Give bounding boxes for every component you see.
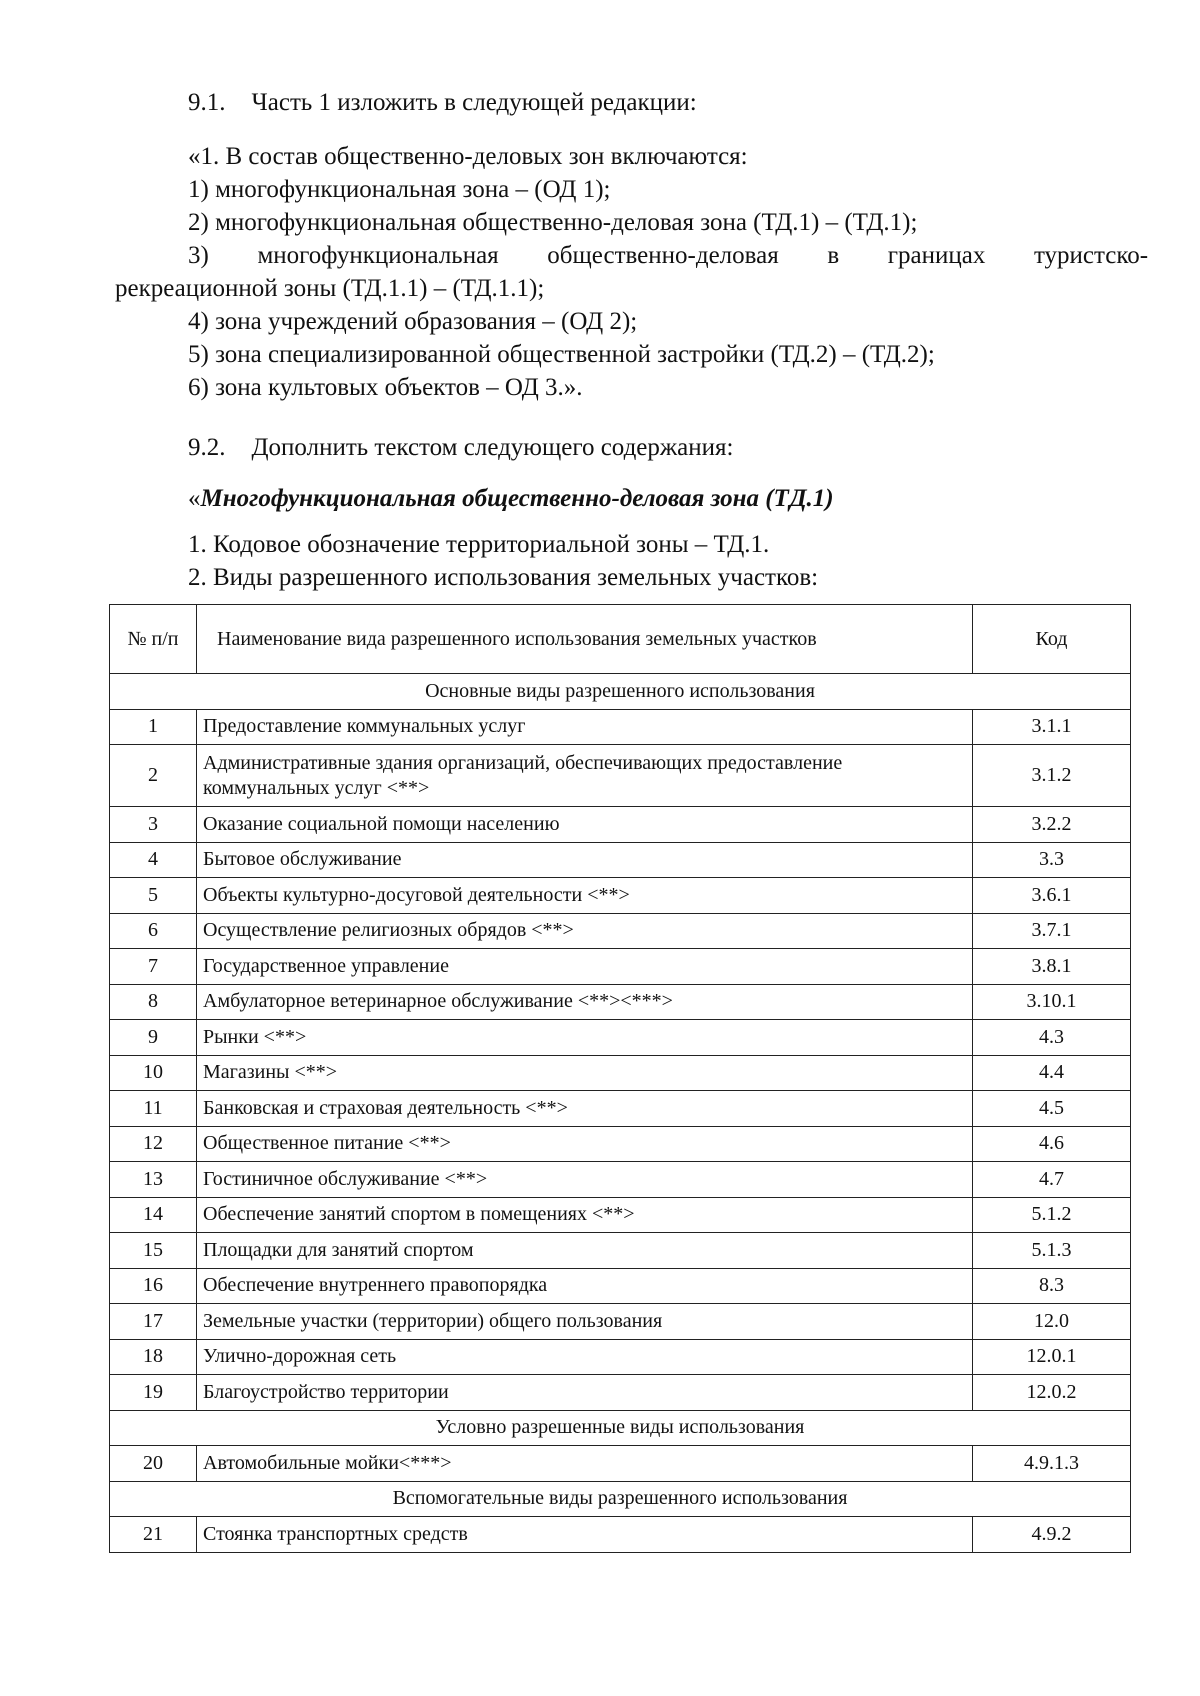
row-code: 12.0.2: [973, 1375, 1131, 1411]
row-name: Амбулаторное ветеринарное обслуживание <**><***>: [197, 984, 973, 1020]
table-row: [110, 913, 1131, 949]
table-row: [110, 1020, 1131, 1056]
row-name: Земельные участки (территории) общего пользования: [197, 1304, 973, 1340]
row-number: 1: [110, 709, 197, 745]
table-row: [110, 984, 1131, 1020]
row-name: Обеспечение занятий спортом в помещениях <**>: [197, 1197, 973, 1233]
section-heading: [188, 484, 834, 514]
row-name: Административные здания организаций, обеспечивающих предоставление коммунальных услуг <**>: [197, 745, 973, 807]
row-number: 2: [110, 745, 197, 807]
row-number: 8: [110, 984, 197, 1020]
row-code: 3.1.1: [973, 709, 1131, 745]
table-row: [110, 745, 1131, 807]
row-code: 5.1.3: [973, 1233, 1131, 1269]
row-number: 17: [110, 1304, 197, 1340]
row-name: Автомобильные мойки<***>: [197, 1446, 973, 1482]
row-code: 4.3: [973, 1020, 1131, 1056]
header-number: № п/п: [110, 605, 197, 674]
table-row: [110, 1268, 1131, 1304]
list-item-3-word: общественно-деловая: [547, 242, 779, 269]
row-number: 7: [110, 949, 197, 985]
row-name: Магазины <**>: [197, 1055, 973, 1091]
list-item-1: 1) многофункциональная зона – (ОД 1);: [188, 176, 611, 203]
paragraph-9-1: [188, 88, 697, 118]
row-code: 4.7: [973, 1162, 1131, 1198]
row-code: 12.0: [973, 1304, 1131, 1340]
list-item-2: 2) многофункциональная общественно-деловая зона (ТД.1) – (ТД.1);: [188, 209, 918, 236]
table-row: [110, 1517, 1131, 1553]
row-code: 4.4: [973, 1055, 1131, 1091]
table-row: [110, 1339, 1131, 1375]
row-code: 3.7.1: [973, 913, 1131, 949]
row-number: 15: [110, 1233, 197, 1269]
row-name: Общественное питание <**>: [197, 1126, 973, 1162]
table-row: [110, 807, 1131, 843]
row-name: Оказание социальной помощи населению: [197, 807, 973, 843]
row-name: Стоянка транспортных средств: [197, 1517, 973, 1553]
list-item-3-word: 3): [188, 242, 209, 269]
row-code: 4.9.1.3: [973, 1446, 1131, 1482]
row-number: 9: [110, 1020, 197, 1056]
list-item-3-word: границах: [887, 242, 986, 269]
row-number: 4: [110, 842, 197, 878]
row-number: 18: [110, 1339, 197, 1375]
row-number: 16: [110, 1268, 197, 1304]
row-name: Государственное управление: [197, 949, 973, 985]
row-number: 10: [110, 1055, 197, 1091]
numbered-item-1: 1. Кодовое обозначение территориальной зоны – ТД.1.: [188, 531, 770, 558]
list-item-3: [188, 241, 1148, 271]
list-item-3-continuation: рекреационной зоны (ТД.1.1) – (ТД.1.1);: [115, 275, 545, 302]
section-open-quote: «: [188, 485, 201, 512]
list-item-4: 4) зона учреждений образования – (ОД 2);: [188, 308, 638, 335]
row-name: Обеспечение внутреннего правопорядка: [197, 1268, 973, 1304]
group-row-conditional: [110, 1410, 1131, 1446]
row-name: Предоставление коммунальных услуг: [197, 709, 973, 745]
row-code: 3.8.1: [973, 949, 1131, 985]
paragraph-9-2-text: Дополнить текстом следующего содержания:: [251, 434, 734, 461]
row-code: 3.1.2: [973, 745, 1131, 807]
group-title: Основные виды разрешенного использования: [110, 674, 1131, 710]
table-header-row: [110, 605, 1131, 674]
row-name: Улично-дорожная сеть: [197, 1339, 973, 1375]
row-number: 21: [110, 1517, 197, 1553]
table-row: [110, 709, 1131, 745]
table-row: [110, 1304, 1131, 1340]
table-row: [110, 1197, 1131, 1233]
row-number: 14: [110, 1197, 197, 1233]
row-code: 4.9.2: [973, 1517, 1131, 1553]
paragraph-9-2: [188, 433, 733, 463]
table-row: [110, 878, 1131, 914]
paragraph-9-1-number: 9.1.: [188, 89, 226, 116]
group-row-main: [110, 674, 1131, 710]
row-number: 6: [110, 913, 197, 949]
table-row: [110, 842, 1131, 878]
table-row: [110, 1233, 1131, 1269]
table-row: [110, 949, 1131, 985]
land-use-table: [109, 604, 1131, 1553]
row-code: 3.3: [973, 842, 1131, 878]
row-number: 5: [110, 878, 197, 914]
header-code: Код: [973, 605, 1131, 674]
list-item-3-word: туристско-: [1033, 242, 1149, 269]
table-row: [110, 1375, 1131, 1411]
row-number: 11: [110, 1091, 197, 1127]
list-item-3-word: в: [827, 242, 840, 269]
group-row-auxiliary: [110, 1481, 1131, 1517]
row-name: Рынки <**>: [197, 1020, 973, 1056]
row-number: 13: [110, 1162, 197, 1198]
row-code: 3.6.1: [973, 878, 1131, 914]
row-number: 19: [110, 1375, 197, 1411]
row-name: Объекты культурно-досуговой деятельности <**>: [197, 878, 973, 914]
row-code: 4.5: [973, 1091, 1131, 1127]
section-title: Многофункциональная общественно-деловая зона (ТД.1): [200, 485, 834, 512]
row-code: 3.2.2: [973, 807, 1131, 843]
row-number: 20: [110, 1446, 197, 1482]
table-row: [110, 1055, 1131, 1091]
row-number: 12: [110, 1126, 197, 1162]
row-name: Банковская и страховая деятельность <**>: [197, 1091, 973, 1127]
row-name: Площадки для занятий спортом: [197, 1233, 973, 1269]
paragraph-9-1-text: Часть 1 изложить в следующей редакции:: [251, 89, 697, 116]
row-code: 5.1.2: [973, 1197, 1131, 1233]
list-intro: «1. В состав общественно-деловых зон включаются:: [188, 143, 748, 170]
row-code: 3.10.1: [973, 984, 1131, 1020]
row-name: Благоустройство территории: [197, 1375, 973, 1411]
list-item-3-word: многофункциональная: [257, 242, 499, 269]
row-code: 8.3: [973, 1268, 1131, 1304]
paragraph-9-2-number: 9.2.: [188, 434, 226, 461]
table-row: [110, 1091, 1131, 1127]
row-code: 4.6: [973, 1126, 1131, 1162]
group-title: Вспомогательные виды разрешенного использования: [110, 1481, 1131, 1517]
group-title: Условно разрешенные виды использования: [110, 1410, 1131, 1446]
header-name: Наименование вида разрешенного использования земельных участков: [197, 605, 973, 674]
row-number: 3: [110, 807, 197, 843]
table-row: [110, 1162, 1131, 1198]
row-name: Осуществление религиозных обрядов <**>: [197, 913, 973, 949]
table-row: [110, 1446, 1131, 1482]
table-row: [110, 1126, 1131, 1162]
list-item-5: 5) зона специализированной общественной застройки (ТД.2) – (ТД.2);: [188, 341, 935, 368]
row-code: 12.0.1: [973, 1339, 1131, 1375]
numbered-item-2: 2. Виды разрешенного использования земельных участков:: [188, 564, 819, 591]
row-name: Бытовое обслуживание: [197, 842, 973, 878]
row-name: Гостиничное обслуживание <**>: [197, 1162, 973, 1198]
list-item-6: 6) зона культовых объектов – ОД 3.».: [188, 374, 583, 401]
